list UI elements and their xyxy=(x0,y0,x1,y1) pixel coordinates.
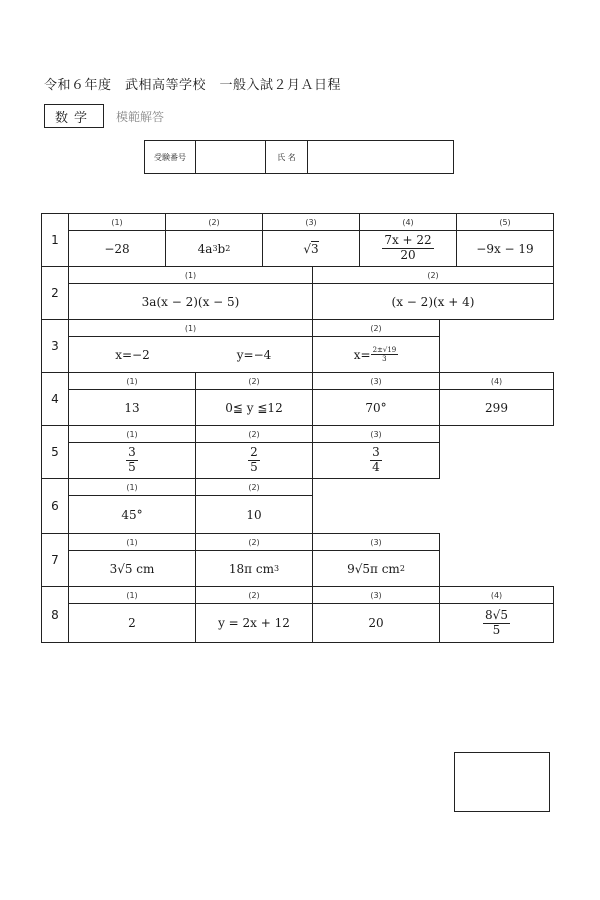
answer-cell: 2 xyxy=(68,603,196,643)
part-header: (2) xyxy=(195,533,313,551)
part-header: (2) xyxy=(312,266,554,284)
part-header: (2) xyxy=(195,478,313,496)
answer-cell: 4a 3 b 2 xyxy=(165,230,263,267)
answer-cell: $\frac{7x + 22}{20}$ xyxy=(359,230,457,267)
part-header: (1) xyxy=(68,266,313,284)
part-header: (1) xyxy=(68,533,196,551)
part-header: (3) xyxy=(312,425,440,443)
part-header: (3) xyxy=(262,213,360,231)
part-header: (2) xyxy=(165,213,263,231)
answer-cell: 45° xyxy=(68,495,196,534)
answer-cell: 0≦ y ≦12 xyxy=(195,389,313,426)
part-header: (1) xyxy=(68,372,196,390)
score-box[interactable] xyxy=(454,752,550,812)
answer-cell: (x − 2)(x + 4) xyxy=(312,283,554,320)
exam-number-label: 受験番号 xyxy=(154,152,186,162)
answer-cell: $\frac{3}{5}$ xyxy=(68,442,196,479)
question-number: 7 xyxy=(41,533,69,587)
part-header: (1) xyxy=(68,319,313,337)
answer-cell: −28 xyxy=(68,230,166,267)
part-header: (2) xyxy=(195,586,313,604)
answer-cell: 18π cm 3 xyxy=(195,550,313,587)
part-header: (2) xyxy=(195,425,313,443)
part-header: (4) xyxy=(439,586,554,604)
answer-cell: 3a(x − 2)(x − 5) xyxy=(68,283,313,320)
page-title: 令和６年度 武相高等学校 一般入試２月Ａ日程 xyxy=(44,78,342,93)
part-header: (4) xyxy=(439,372,554,390)
part-header: (5) xyxy=(456,213,554,231)
question-number: 1 xyxy=(41,213,69,267)
answer-cell: y = 2x + 12 xyxy=(195,603,313,643)
subject-label: 数学 xyxy=(44,104,104,128)
answer-table xyxy=(42,214,555,644)
answer-cell: y=−4 xyxy=(196,336,313,373)
part-header: (3) xyxy=(312,586,440,604)
part-header: (1) xyxy=(68,213,166,231)
name-label: 氏 名 xyxy=(265,141,307,173)
question-number: 4 xyxy=(41,372,69,426)
answer-cell: 299 xyxy=(439,389,554,426)
answer-cell: $\frac{2}{5}$ xyxy=(195,442,313,479)
answer-cell: $\frac{8√5}{5}$ xyxy=(439,603,554,643)
question-number: 2 xyxy=(41,266,69,320)
part-header: (2) xyxy=(195,372,313,390)
answer-cell: −9x − 19 xyxy=(456,230,554,267)
question-number: 8 xyxy=(41,586,69,643)
answer-cell: 13 xyxy=(68,389,196,426)
answer-cell: x= $\frac{2\pm√19}{3}$ xyxy=(312,336,440,373)
answer-cell: 10 xyxy=(195,495,313,534)
answer-cell: 70° xyxy=(312,389,440,426)
part-header: (4) xyxy=(359,213,457,231)
part-header: (3) xyxy=(312,372,440,390)
answer-cell: 20 xyxy=(312,603,440,643)
part-header: (2) xyxy=(312,319,440,337)
question-number: 3 xyxy=(41,319,69,373)
answer-cell: 9√5π cm 2 xyxy=(312,550,440,587)
question-number: 6 xyxy=(41,478,69,534)
part-header: (1) xyxy=(68,425,196,443)
name-field[interactable] xyxy=(307,141,453,173)
answer-cell: $\frac{3}{4}$ xyxy=(312,442,440,479)
subtitle: 模範解答 xyxy=(116,110,165,124)
answer-cell: 3√5 cm xyxy=(68,550,196,587)
answer-cell: x=−2 xyxy=(68,336,197,373)
part-header: (1) xyxy=(68,586,196,604)
part-header: (1) xyxy=(68,478,196,496)
student-info-table xyxy=(144,140,454,174)
part-header: (3) xyxy=(312,533,440,551)
question-number: 5 xyxy=(41,425,69,479)
answer-cell: √ 3 xyxy=(262,230,360,267)
exam-number-field[interactable] xyxy=(195,141,265,173)
